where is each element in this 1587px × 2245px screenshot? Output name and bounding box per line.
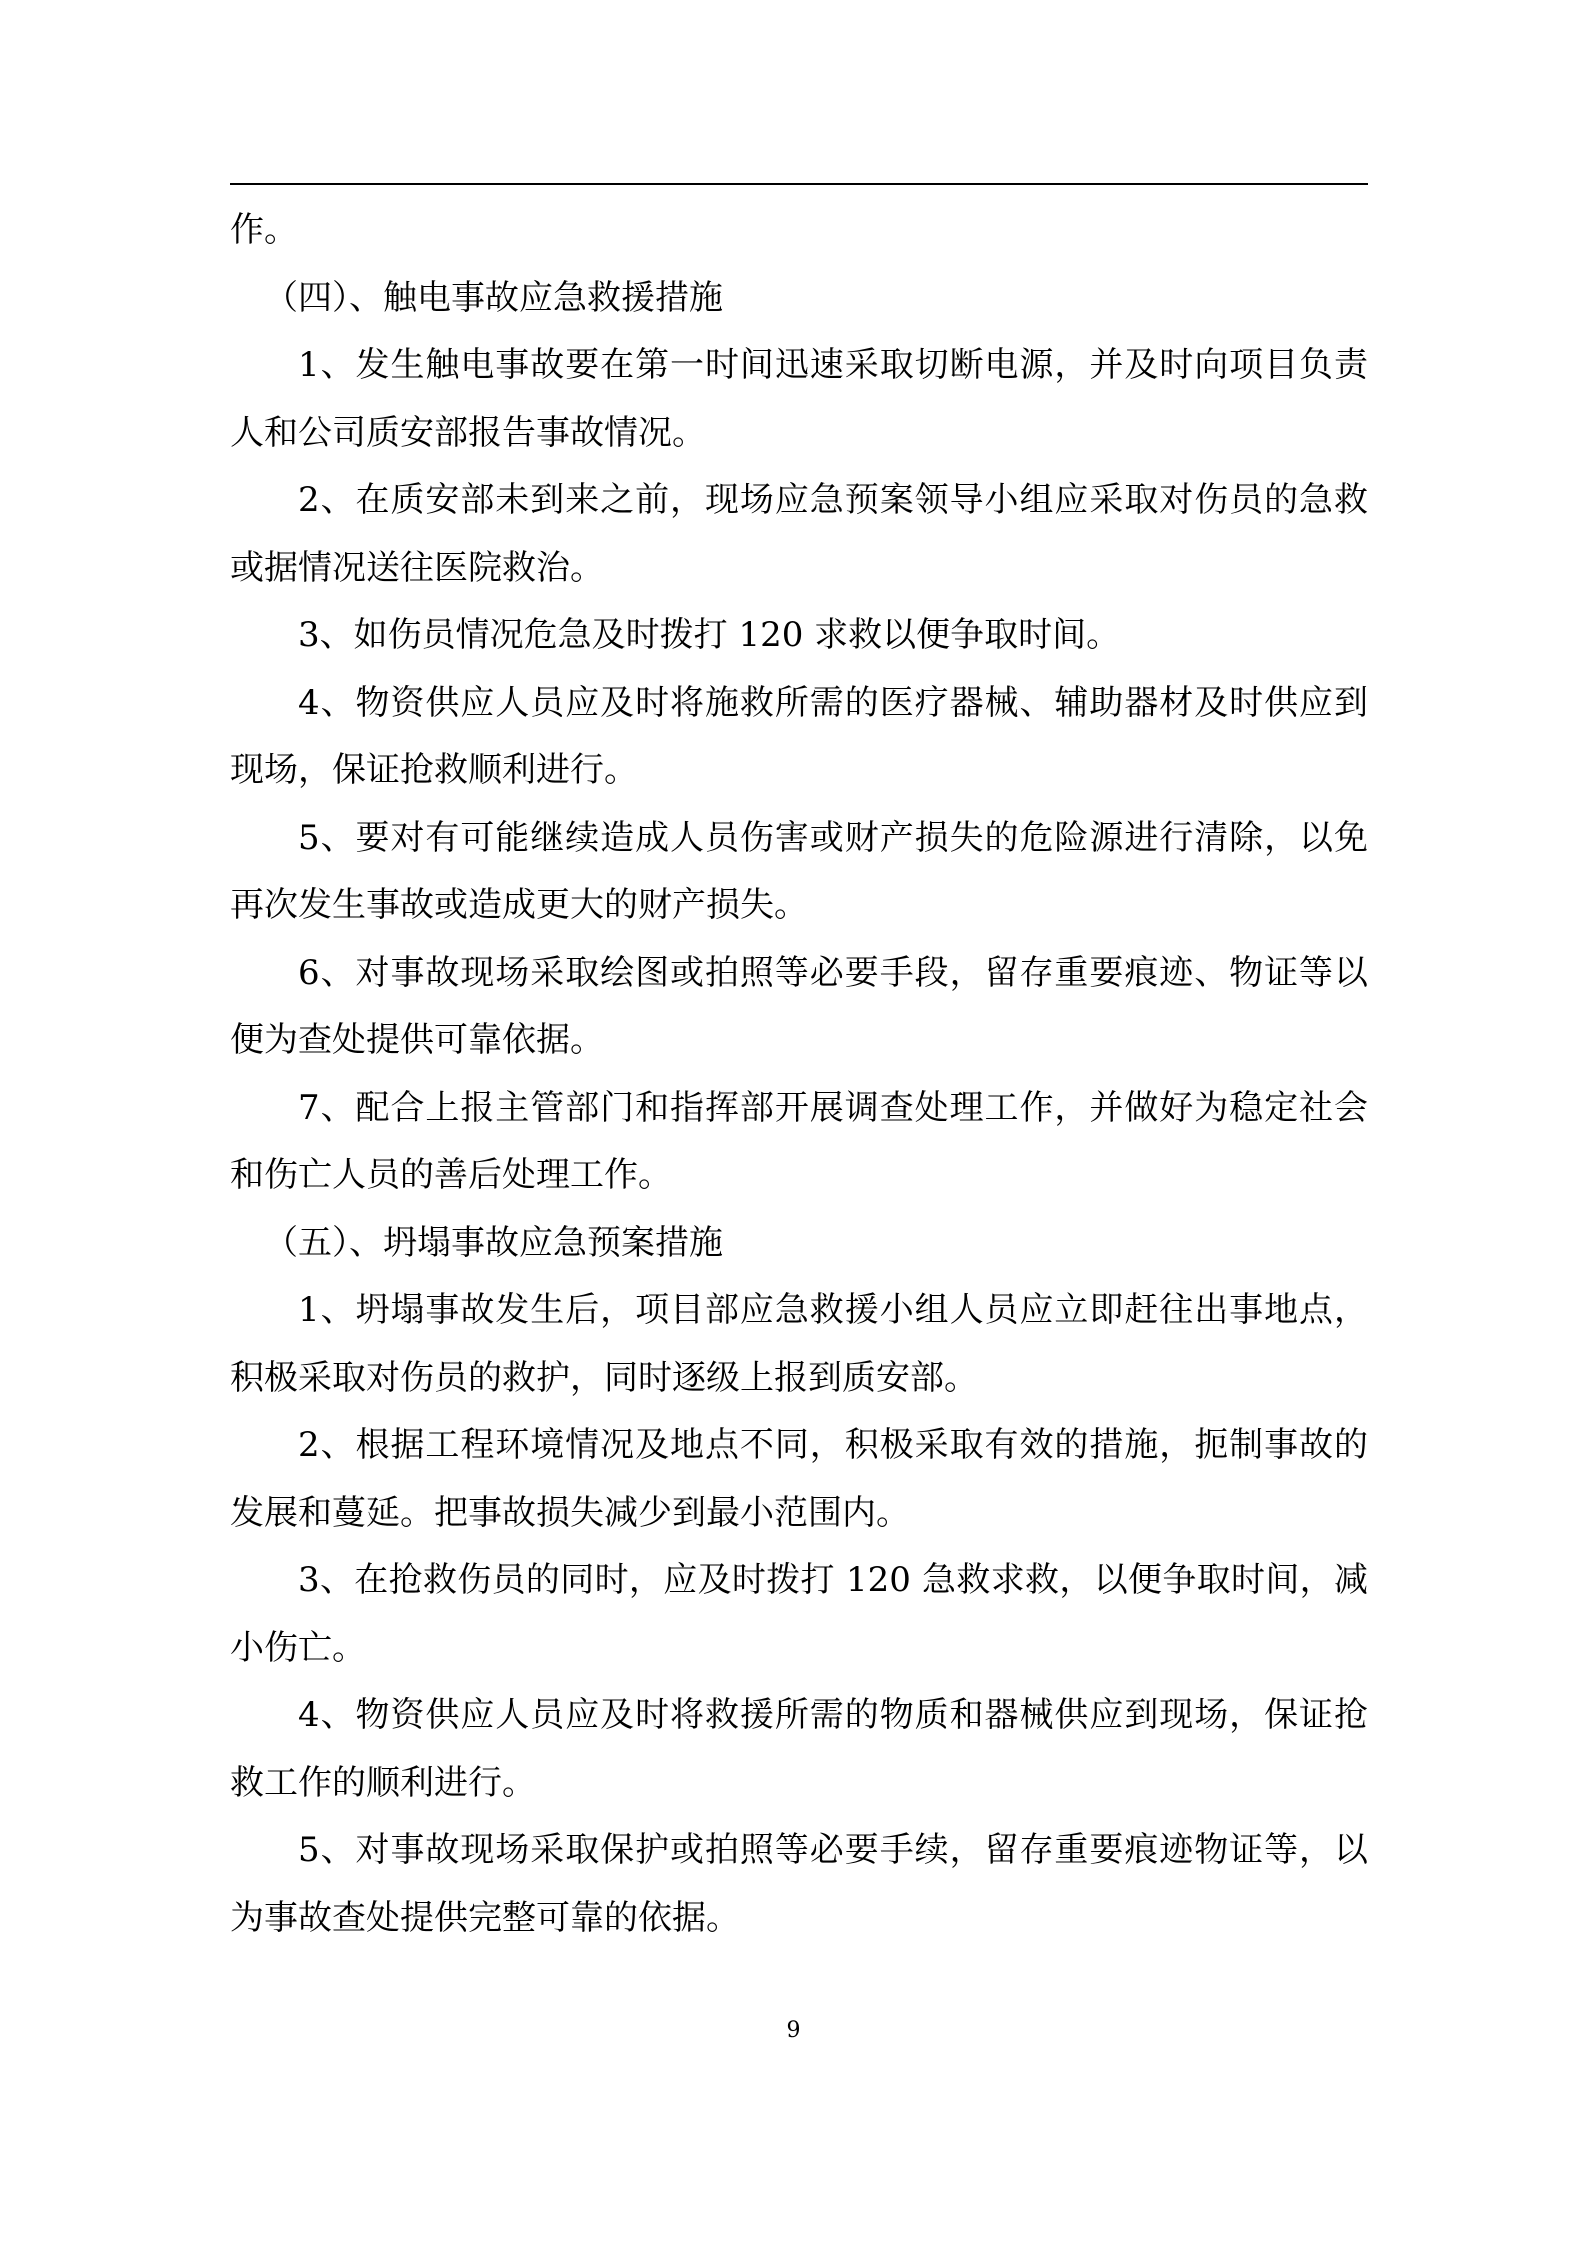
paragraph-5-5: 5、对事故现场采取保护或拍照等必要手续，留存重要痕迹物证等，以为事故查处提供完整可靠的依据。 bbox=[230, 1830, 1368, 1938]
document-body bbox=[230, 197, 1368, 1952]
paragraph-4-4: 4、物资供应人员应及时将施救所需的医疗器械、辅助器材及时供应到现场，保证抢救顺利进行。 bbox=[230, 682, 1368, 790]
section-heading-5: （五）、坍塌事故应急预案措施 bbox=[264, 1222, 723, 1263]
section-heading-4: （四）、触电事故应急救援措施 bbox=[264, 277, 723, 318]
paragraph-4-3: 3、如伤员情况危急及时拨打 120 求救以便争取时间。 bbox=[298, 615, 1121, 655]
paragraph-4-1: 1、发生触电事故要在第一时间迅速采取切断电源，并及时向项目负责人和公司质安部报告事故情况。 bbox=[230, 345, 1368, 453]
paragraph-5-1: 1、坍塌事故发生后，项目部应急救援小组人员应立即赶往出事地点，积极采取对伤员的救护，同时逐级上报到质安部。 bbox=[230, 1290, 1368, 1398]
paragraph-5-3: 3、在抢救伤员的同时，应及时拨打 120 急救求救，以便争取时间，减小伤亡。 bbox=[230, 1560, 1368, 1668]
paragraph-4-7: 7、配合上报主管部门和指挥部开展调查处理工作，并做好为稳定社会和伤亡人员的善后处理工作。 bbox=[230, 1087, 1368, 1195]
paragraph-5-2: 2、根据工程环境情况及地点不同，积极采取有效的措施，扼制事故的发展和蔓延。把事故损失减少到最小范围内。 bbox=[230, 1425, 1368, 1533]
header-rule bbox=[230, 183, 1368, 185]
paragraph-4-2: 2、在质安部未到来之前，现场应急预案领导小组应采取对伤员的急救或据情况送往医院救治。 bbox=[230, 480, 1368, 588]
paragraph-4-6: 6、对事故现场采取绘图或拍照等必要手段，留存重要痕迹、物证等以便为查处提供可靠依据。 bbox=[230, 952, 1368, 1060]
paragraph-5-4: 4、物资供应人员应及时将救援所需的物质和器械供应到现场，保证抢救工作的顺利进行。 bbox=[230, 1695, 1368, 1803]
continued-text: 作。 bbox=[230, 210, 298, 250]
page-number: 9 bbox=[786, 2018, 801, 2043]
paragraph-4-5: 5、要对有可能继续造成人员伤害或财产损失的危险源进行清除，以免再次发生事故或造成更大的财产损失。 bbox=[230, 817, 1368, 925]
